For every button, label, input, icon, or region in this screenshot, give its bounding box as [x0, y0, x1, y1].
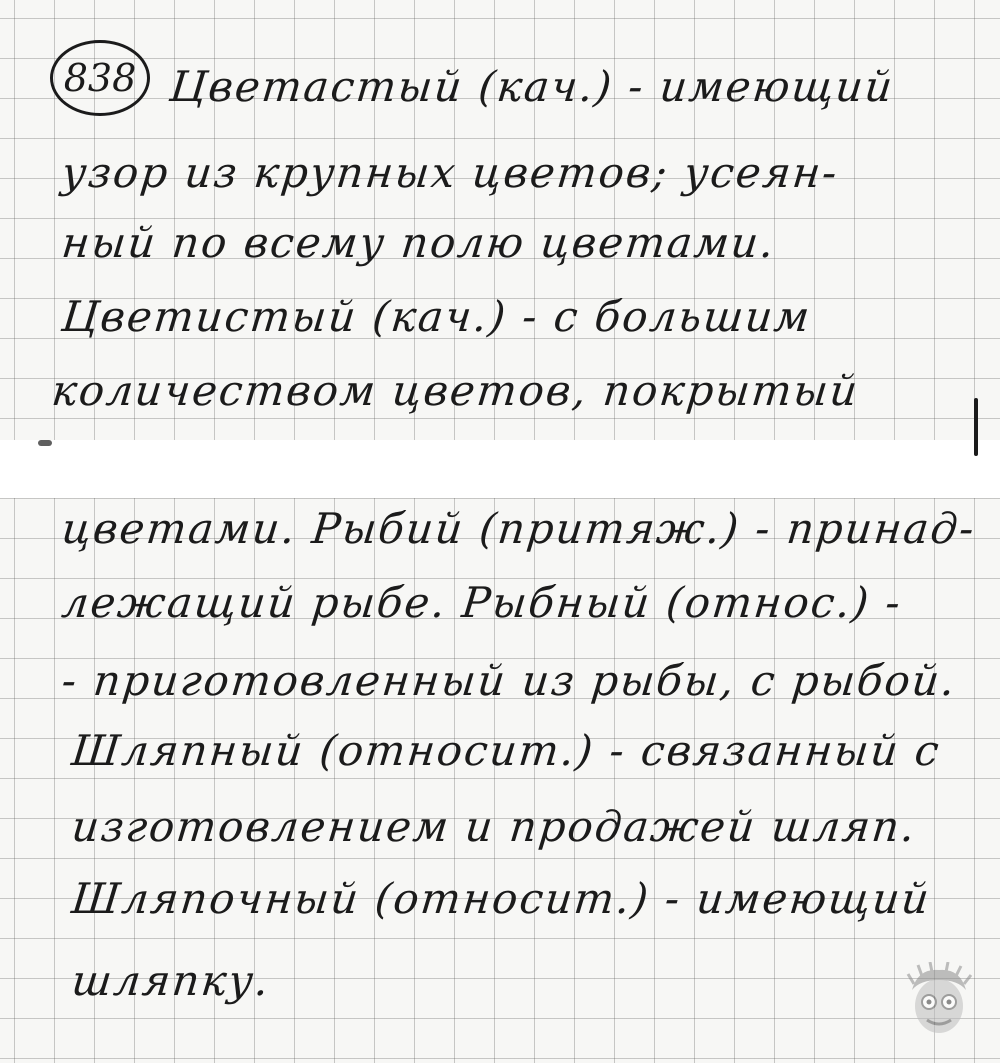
page-fold-gap	[0, 440, 1000, 498]
text-line-3: ный по всему полю цветами.	[59, 218, 779, 267]
text-line-10: изготовлением и продажей шляп.	[69, 802, 920, 851]
task-number-circle	[50, 40, 150, 116]
text-line-5: количеством цветов, покрытый	[49, 366, 862, 415]
text-line-7: лежащий рыбе. Рыбный (относ.) -	[59, 578, 905, 627]
text-line-12: шляпку.	[69, 956, 273, 1005]
text-line-6: цветами. Рыбий (притяж.) - принад-	[59, 504, 979, 553]
task-number: 838	[63, 56, 137, 100]
mascot-watermark-icon	[900, 962, 978, 1042]
text-line-11: Шляпочный (относит.) - имеющий	[69, 874, 934, 923]
margin-tick-mark	[974, 398, 978, 456]
text-line-1: Цветастый (кач.) - имеющий	[167, 62, 897, 111]
text-line-9: Шляпный (относит.) - связанный с	[69, 726, 944, 775]
text-line-8: - приготовленный из рыбы, с рыбой.	[59, 656, 960, 705]
text-line-4: Цветистый (кач.) - с большим	[59, 292, 814, 341]
ink-mark	[38, 440, 52, 446]
text-line-2: узор из крупных цветов; усеян-	[59, 148, 842, 197]
